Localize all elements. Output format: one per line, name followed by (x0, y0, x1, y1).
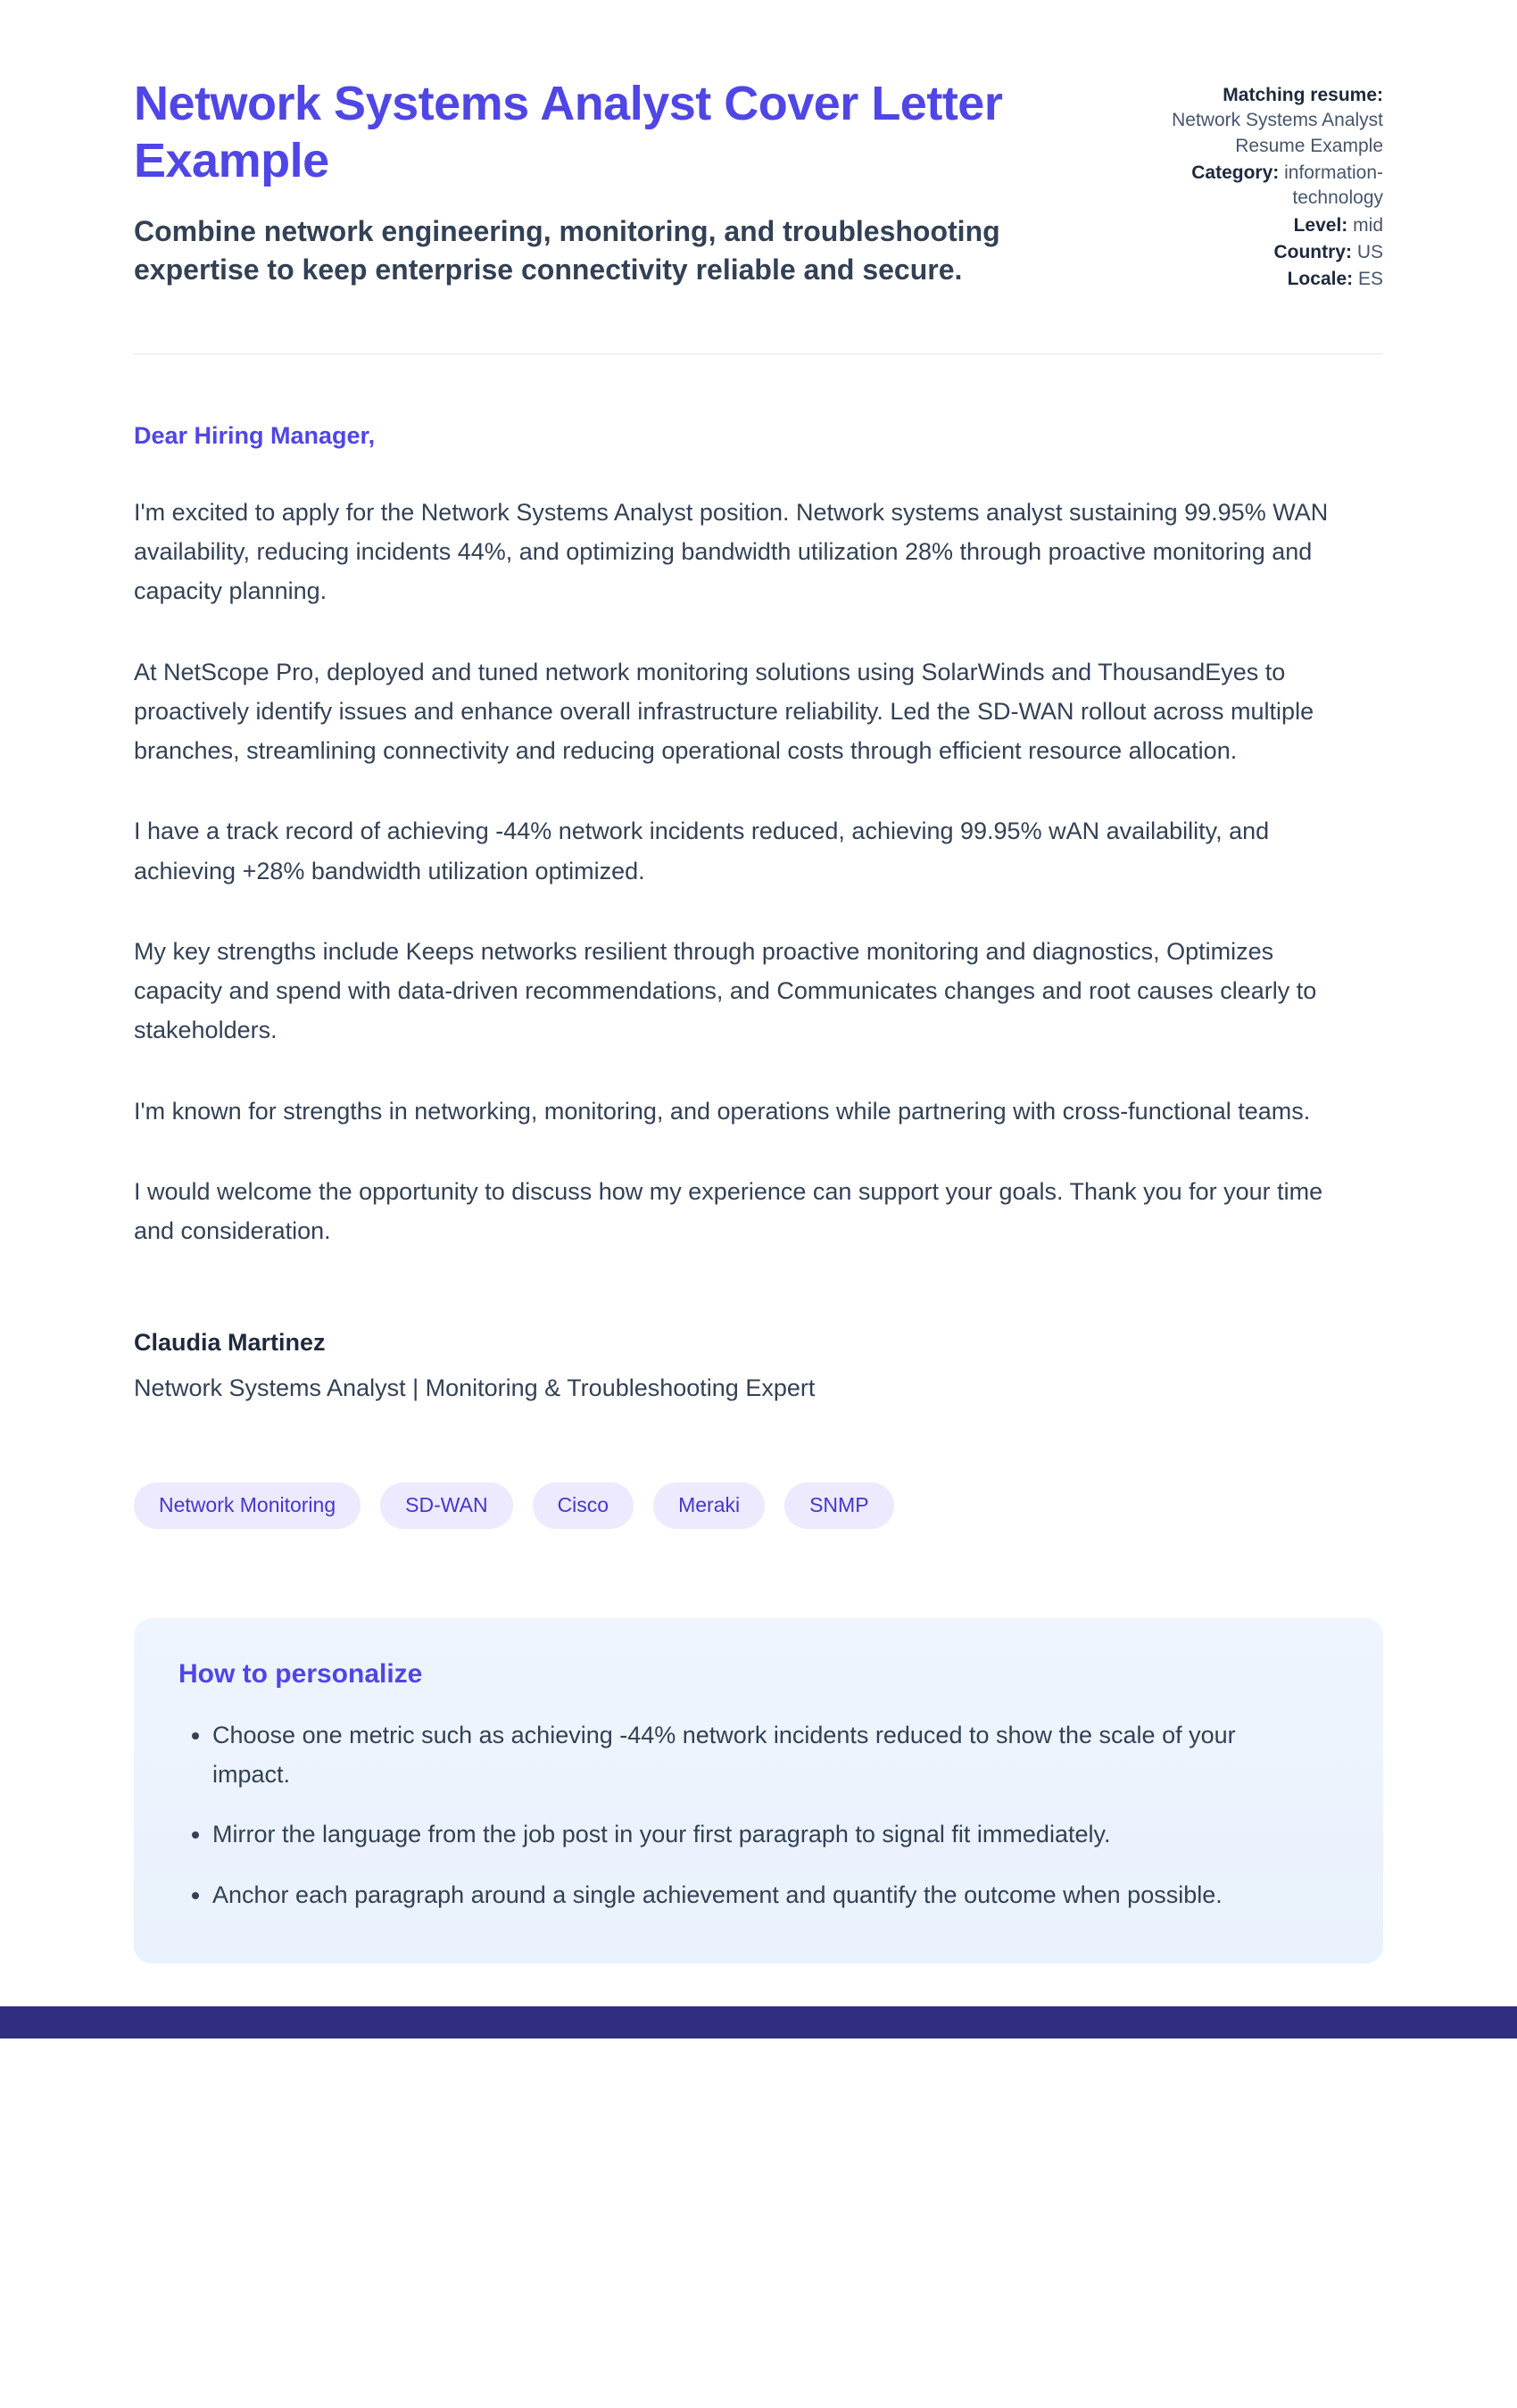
page-subtitle: Combine network engineering, monitoring, and troubleshooting expertise to keep enterprise connectivity reliable and secure. (134, 215, 1000, 286)
personalize-bullet: • Choose one metric such as achieving -44% network incidents reduced to show the scale of your impact. (212, 1716, 1301, 1794)
meta-value: mid (1353, 214, 1383, 236)
page-header (134, 76, 1383, 295)
meta-label: Locale: (1287, 269, 1354, 290)
meta-value: information-technology (1284, 162, 1383, 209)
signature-name: Claudia Martinez (134, 1329, 326, 1357)
personalize-bullet: • Mirror the language from the job post in your first paragraph to signal fit immediately. (212, 1815, 1301, 1855)
meta-value: US (1356, 242, 1383, 263)
meta-item-matching-resume (1124, 83, 1383, 159)
meta-value: ES (1357, 269, 1383, 290)
letter-paragraph: I would welcome the opportunity to discuss how my experience can support your goals. Thank you for your time and consideration. (134, 1177, 1323, 1245)
tags-row (134, 1482, 1383, 1528)
meta-item-locale (1124, 267, 1383, 292)
signature-block (134, 1329, 1383, 1402)
personalize-box (134, 1618, 1383, 1964)
letter-paragraph: At NetScope Pro, deployed and tuned network monitoring solutions using SolarWinds and ThousandEyes to proactively identify issues and enhance overall infrastructure reliability. Led the SD-WAN rollout across multiple branches, streamlining connectivity and reducing operational costs through efficient resource allocation. (134, 658, 1314, 765)
header-divider (134, 353, 1383, 354)
letter-salutation: Dear Hiring Manager, (134, 421, 376, 449)
page-title: Network Systems Analyst Cover Letter Example (134, 77, 1003, 187)
letter-paragraph: I'm excited to apply for the Network Systems Analyst position. Network systems analyst sustaining 99.95% WAN availability, reducing incidents 44%, and optimizing bandwidth utilization 28% through proactive monitoring and capacity planning. (134, 498, 1329, 605)
meta-value: Network Systems Analyst Resume Example (1172, 110, 1383, 156)
personalize-bullet: • Anchor each paragraph around a single achievement and quantify the outcome when possible. (212, 1876, 1301, 1915)
signature-title: Network Systems Analyst | Monitoring & Troubleshooting Expert (134, 1374, 816, 1402)
tag-pill-network-monitoring[interactable]: Network Monitoring (134, 1482, 361, 1528)
meta-item-country (1124, 240, 1383, 265)
letter-body (134, 493, 1383, 1251)
meta-panel (1124, 76, 1383, 295)
tag-pill-snmp[interactable]: SNMP (784, 1482, 893, 1528)
footer-bar (0, 2006, 1517, 2038)
meta-label: Country: (1273, 242, 1352, 263)
tag-pill-cisco[interactable]: Cisco (533, 1482, 634, 1528)
header-title-block (134, 76, 1008, 288)
tag-pill-sd-wan[interactable]: SD-WAN (380, 1482, 512, 1528)
meta-label: Category: (1191, 162, 1280, 184)
personalize-heading: How to personalize (178, 1658, 423, 1689)
meta-item-category (1124, 161, 1383, 212)
meta-item-level (1124, 213, 1383, 238)
personalize-list (178, 1716, 1339, 1915)
meta-label: Matching resume: (1223, 85, 1383, 105)
page-container (134, 0, 1383, 1964)
letter-paragraph: My key strengths include Keeps networks resilient through proactive monitoring and diagnostics, Optimizes capacity and spend with data-driven recommendations, and Communicates changes and root causes clearly to stakeholders. (134, 937, 1317, 1044)
letter-paragraph: I have a track record of achieving -44% network incidents reduced, achieving 99.95% wAN availability, and achieving +28% bandwidth utilization optimized. (134, 818, 1270, 884)
tag-pill-meraki[interactable]: Meraki (653, 1482, 765, 1528)
letter-paragraph: I'm known for strengths in networking, monitoring, and operations while partnering with cross-functional teams. (134, 1097, 1311, 1125)
meta-label: Level: (1293, 214, 1348, 236)
